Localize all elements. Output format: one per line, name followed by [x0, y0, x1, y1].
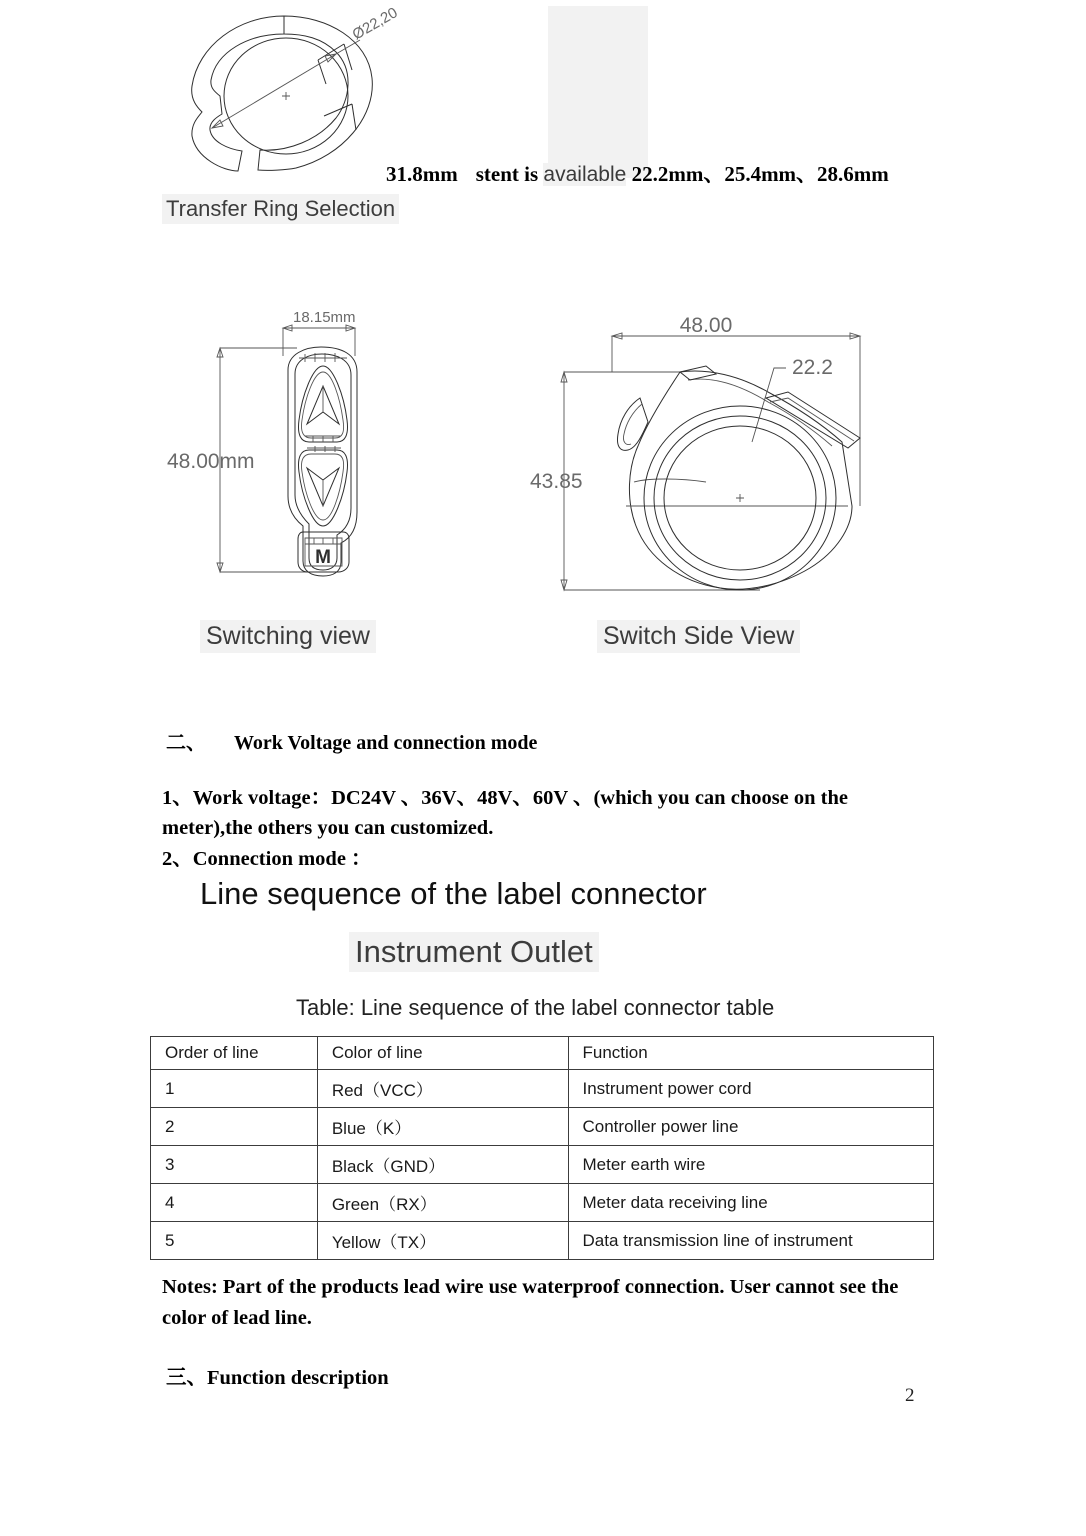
side-bore-dimension: 22.2: [792, 356, 833, 379]
stent-sizes-available: 22.2mm、25.4mm、28.6mm: [631, 162, 889, 186]
cell-function: Data transmission line of instrument: [568, 1222, 934, 1260]
switching-view-caption: Switching view: [200, 620, 376, 653]
cell-color: Black（GND）: [317, 1146, 568, 1184]
table-header-color: Color of line: [317, 1037, 568, 1070]
cell-color: Red（VCC）: [317, 1070, 568, 1108]
table-row: [151, 1070, 934, 1108]
section-three-number: 三、: [166, 1367, 207, 1389]
cell-order: 4: [151, 1184, 318, 1222]
stent-size-line: [386, 158, 889, 188]
table-header-row: [151, 1037, 934, 1070]
instrument-outlet-heading: Instrument Outlet: [349, 932, 599, 972]
ring-diameter-label: Ø22,20: [349, 4, 401, 44]
cell-color: Yellow（TX）: [317, 1222, 568, 1260]
cell-color: Green（RX）: [317, 1184, 568, 1222]
front-height-dimension: 48.00mm: [167, 450, 255, 473]
cell-function: Instrument power cord: [568, 1070, 934, 1108]
section-two-number: 二、: [166, 732, 206, 754]
line-sequence-heading: Line sequence of the label connector: [200, 876, 707, 911]
mode-button-label: M: [315, 547, 331, 568]
cell-color: Blue（K）: [317, 1108, 568, 1146]
table-row: [151, 1222, 934, 1260]
connection-mode-line: 2、Connection mode ：: [162, 848, 372, 870]
side-width-dimension: 48.00: [679, 314, 733, 337]
side-height-dimension: 43.85: [530, 470, 583, 493]
front-width-dimension: 18.15mm: [293, 309, 356, 326]
cell-function: Meter earth wire: [568, 1146, 934, 1184]
wire-sequence-table: [150, 1036, 934, 1260]
section-three-heading: [166, 1360, 389, 1390]
switch-side-view-drawing: [530, 310, 900, 605]
wire-table-caption: Table: Line sequence of the label connector table: [296, 995, 775, 1020]
highlight-block-empty: [548, 6, 648, 178]
table-row: [151, 1146, 934, 1184]
page-number: 2: [905, 1385, 915, 1406]
cell-order: 3: [151, 1146, 318, 1184]
cell-order: 2: [151, 1108, 318, 1146]
switch-side-view-caption: Switch Side View: [597, 620, 800, 653]
switching-view-drawing: [165, 300, 455, 600]
transfer-ring-drawing: [168, 4, 408, 178]
section-two-title: Work Voltage and connection mode: [234, 732, 538, 754]
table-header-function: Function: [568, 1037, 934, 1070]
work-voltage-paragraph: 1、Work voltage：DC24V 、36V、48V、60V 、(which you can choose on the meter),the others you can customized.: [162, 787, 849, 839]
notes-paragraph: Notes: Part of the products lead wire use waterproof connection. User cannot see the color of lead line.: [162, 1276, 899, 1329]
table-header-order: Order of line: [151, 1037, 318, 1070]
cell-order: 1: [151, 1070, 318, 1108]
cell-order: 5: [151, 1222, 318, 1260]
section-two-heading: [166, 726, 537, 755]
table-row: [151, 1184, 934, 1222]
section-three-title: Function description: [207, 1367, 389, 1389]
stent-is-text: stent is: [475, 162, 539, 186]
table-row: [151, 1108, 934, 1146]
stent-size-primary: 31.8mm: [386, 162, 458, 186]
transfer-ring-selection-caption: Transfer Ring Selection: [162, 194, 399, 224]
cell-function: Meter data receiving line: [568, 1184, 934, 1222]
cell-function: Controller power line: [568, 1108, 934, 1146]
available-text: available: [543, 163, 627, 186]
